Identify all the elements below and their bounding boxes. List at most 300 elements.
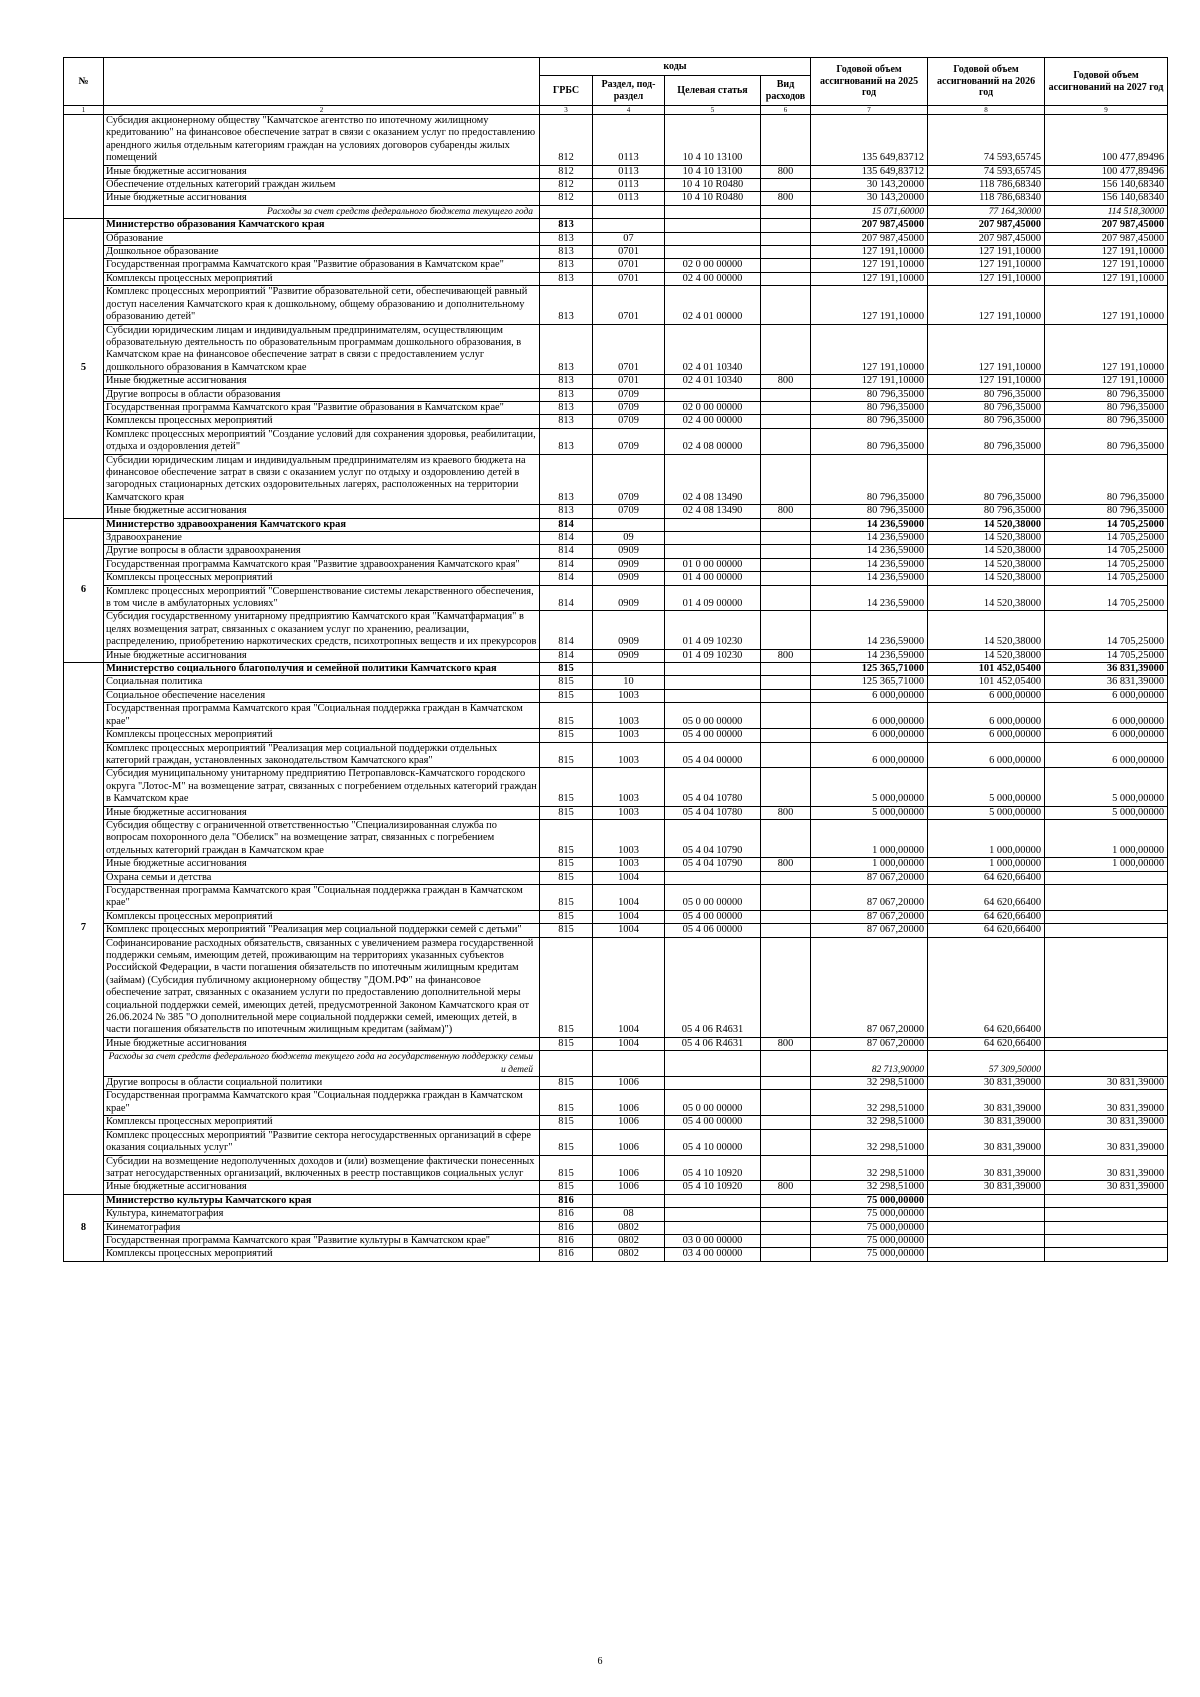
row-description: Государственная программа Камчатского края "Развитие образования в Камчатском крае" — [104, 259, 540, 272]
amount-2026-cell: 80 796,35000 — [928, 428, 1045, 454]
amount-2027-cell — [1045, 1194, 1168, 1207]
amount-2025-cell: 14 236,59000 — [811, 558, 928, 571]
expense-type-cell: 800 — [761, 375, 811, 388]
grbs-cell: 813 — [540, 286, 593, 324]
ministry-row — [64, 518, 1168, 531]
amount-2026-cell: 80 796,35000 — [928, 415, 1045, 428]
target-article-cell: 05 4 06 R4631 — [665, 937, 761, 1037]
amount-2026-cell: 14 520,38000 — [928, 545, 1045, 558]
table-row — [64, 585, 1168, 611]
target-article-cell: 05 4 04 10790 — [665, 858, 761, 871]
amount-2027-cell: 6 000,00000 — [1045, 729, 1168, 742]
expense-type-cell — [761, 205, 811, 218]
ministry-row — [64, 1194, 1168, 1207]
amount-2027-cell: 127 191,10000 — [1045, 246, 1168, 259]
target-article-cell: 05 0 00 00000 — [665, 703, 761, 729]
amount-2025-cell: 6 000,00000 — [811, 729, 928, 742]
section-cell — [593, 663, 665, 676]
target-article-cell: 02 4 00 00000 — [665, 272, 761, 285]
expense-type-cell — [761, 884, 811, 910]
amount-2027-cell: 30 831,39000 — [1045, 1116, 1168, 1129]
expense-type-cell — [761, 1248, 811, 1261]
amount-2026-cell — [928, 1208, 1045, 1221]
amount-2026-cell: 6 000,00000 — [928, 689, 1045, 702]
grbs-cell: 814 — [540, 532, 593, 545]
amount-2026-cell: 30 831,39000 — [928, 1116, 1045, 1129]
column-number-row — [64, 106, 1168, 115]
section-cell: 0701 — [593, 286, 665, 324]
amount-2025-cell: 80 796,35000 — [811, 505, 928, 518]
amount-2026-cell: 1 000,00000 — [928, 858, 1045, 871]
table-row — [64, 819, 1168, 857]
target-article-cell: 02 0 00 00000 — [665, 259, 761, 272]
target-article-cell: 01 4 00 00000 — [665, 572, 761, 585]
col-exp-type-header: Вид расходов — [761, 76, 811, 106]
amount-2026-cell: 207 987,45000 — [928, 219, 1045, 232]
section-cell — [593, 1194, 665, 1207]
amount-2025-cell: 6 000,00000 — [811, 703, 928, 729]
table-row — [64, 558, 1168, 571]
table-row — [64, 246, 1168, 259]
section-cell: 0909 — [593, 611, 665, 649]
table-row — [64, 689, 1168, 702]
amount-2027-cell: 100 477,89496 — [1045, 115, 1168, 166]
amount-2025-cell: 127 191,10000 — [811, 272, 928, 285]
row-number — [64, 115, 104, 219]
section-cell: 0709 — [593, 388, 665, 401]
col-number: 5 — [665, 106, 761, 115]
grbs-cell: 814 — [540, 518, 593, 531]
federal-funds-row — [64, 205, 1168, 218]
table-row — [64, 505, 1168, 518]
expense-type-cell — [761, 1116, 811, 1129]
amount-2026-cell: 118 786,68340 — [928, 192, 1045, 205]
amount-2025-cell: 80 796,35000 — [811, 454, 928, 505]
target-article-cell: 10 4 10 13100 — [665, 115, 761, 166]
row-description: Государственная программа Камчатского края "Социальная поддержка граждан в Камчатском крае" — [104, 703, 540, 729]
grbs-cell: 815 — [540, 689, 593, 702]
amount-2027-cell: 30 831,39000 — [1045, 1077, 1168, 1090]
amount-2025-cell: 127 191,10000 — [811, 246, 928, 259]
section-cell: 1004 — [593, 1037, 665, 1050]
amount-2027-cell — [1045, 884, 1168, 910]
amount-2025-cell: 87 067,20000 — [811, 924, 928, 937]
grbs-cell: 815 — [540, 703, 593, 729]
section-cell — [593, 1051, 665, 1077]
amount-2027-cell — [1045, 1234, 1168, 1247]
section-cell: 1003 — [593, 703, 665, 729]
amount-2026-cell: 64 620,66400 — [928, 871, 1045, 884]
table-row — [64, 415, 1168, 428]
amount-2026-cell: 64 620,66400 — [928, 884, 1045, 910]
section-cell: 0802 — [593, 1234, 665, 1247]
table-row — [64, 1037, 1168, 1050]
amount-2025-cell: 125 365,71000 — [811, 676, 928, 689]
amount-2027-cell: 30 831,39000 — [1045, 1129, 1168, 1155]
grbs-cell: 813 — [540, 454, 593, 505]
amount-2026-cell: 127 191,10000 — [928, 375, 1045, 388]
section-cell: 0909 — [593, 649, 665, 662]
section-cell: 0701 — [593, 246, 665, 259]
section-cell: 0709 — [593, 401, 665, 414]
section-cell: 0802 — [593, 1221, 665, 1234]
table-row — [64, 703, 1168, 729]
row-description: Культура, кинематография — [104, 1208, 540, 1221]
amount-2025-cell: 87 067,20000 — [811, 910, 928, 923]
expense-type-cell: 800 — [761, 505, 811, 518]
amount-2026-cell: 14 520,38000 — [928, 572, 1045, 585]
target-article-cell: 01 4 09 10230 — [665, 611, 761, 649]
row-description: Иные бюджетные ассигнования — [104, 505, 540, 518]
row-description: Комплекс процессных мероприятий "Создание условий для сохранения здоровья, реабилитации, отдыха и оздоровления детей" — [104, 428, 540, 454]
amount-2026-cell: 74 593,65745 — [928, 165, 1045, 178]
amount-2026-cell: 80 796,35000 — [928, 388, 1045, 401]
amount-2025-cell: 14 236,59000 — [811, 532, 928, 545]
amount-2025-cell: 6 000,00000 — [811, 689, 928, 702]
table-row — [64, 1221, 1168, 1234]
table-row — [64, 1234, 1168, 1247]
row-description: Комплекс процессных мероприятий "Совершенствование системы лекарственного обеспечения, в том числе в амбулаторных условиях" — [104, 585, 540, 611]
row-description: Комплексы процессных мероприятий — [104, 1248, 540, 1261]
amount-2025-cell: 207 987,45000 — [811, 232, 928, 245]
target-article-cell: 10 4 10 R0480 — [665, 179, 761, 192]
grbs-cell: 815 — [540, 1077, 593, 1090]
expense-type-cell: 800 — [761, 165, 811, 178]
section-cell — [593, 219, 665, 232]
expense-type-cell — [761, 1221, 811, 1234]
row-description: Субсидии на возмещение недополученных доходов и (или) возмещение фактически понесенных затрат негосударственных организаций, включенных в реестр поставщиков социальных услуг — [104, 1155, 540, 1181]
grbs-cell: 815 — [540, 1090, 593, 1116]
grbs-cell — [540, 205, 593, 218]
col-number: 9 — [1045, 106, 1168, 115]
row-description: Государственная программа Камчатского края "Социальная поддержка граждан в Камчатском крае" — [104, 884, 540, 910]
target-article-cell — [665, 1077, 761, 1090]
amount-2027-cell — [1045, 1248, 1168, 1261]
expense-type-cell — [761, 259, 811, 272]
amount-2027-cell: 156 140,68340 — [1045, 179, 1168, 192]
grbs-cell: 815 — [540, 910, 593, 923]
ministry-row — [64, 663, 1168, 676]
amount-2025-cell: 207 987,45000 — [811, 219, 928, 232]
target-article-cell — [665, 663, 761, 676]
budget-sheet — [63, 57, 1167, 1262]
expense-type-cell: 800 — [761, 858, 811, 871]
section-cell: 10 — [593, 676, 665, 689]
amount-2025-cell: 32 298,51000 — [811, 1155, 928, 1181]
row-description: Комплексы процессных мероприятий — [104, 729, 540, 742]
target-article-cell — [665, 219, 761, 232]
grbs-cell: 815 — [540, 729, 593, 742]
row-description: Образование — [104, 232, 540, 245]
amount-2027-cell: 127 191,10000 — [1045, 259, 1168, 272]
grbs-cell: 815 — [540, 806, 593, 819]
table-row — [64, 1090, 1168, 1116]
table-row — [64, 871, 1168, 884]
expense-type-cell — [761, 518, 811, 531]
amount-2027-cell: 156 140,68340 — [1045, 192, 1168, 205]
amount-2025-cell: 14 236,59000 — [811, 611, 928, 649]
row-number: 5 — [64, 219, 104, 518]
section-cell: 0113 — [593, 179, 665, 192]
section-cell: 0909 — [593, 558, 665, 571]
grbs-cell: 816 — [540, 1208, 593, 1221]
table-row — [64, 1077, 1168, 1090]
amount-2025-cell: 75 000,00000 — [811, 1221, 928, 1234]
amount-2026-cell: 77 164,30000 — [928, 205, 1045, 218]
section-cell: 0709 — [593, 428, 665, 454]
grbs-cell: 813 — [540, 505, 593, 518]
expense-type-cell: 800 — [761, 649, 811, 662]
table-row — [64, 454, 1168, 505]
amount-2025-cell: 5 000,00000 — [811, 806, 928, 819]
expense-type-cell — [761, 1090, 811, 1116]
target-article-cell: 02 4 01 10340 — [665, 324, 761, 375]
row-number: 6 — [64, 518, 104, 662]
section-cell: 0909 — [593, 572, 665, 585]
amount-2026-cell: 127 191,10000 — [928, 246, 1045, 259]
amount-2025-cell: 87 067,20000 — [811, 884, 928, 910]
amount-2026-cell: 101 452,05400 — [928, 663, 1045, 676]
target-article-cell: 02 4 01 10340 — [665, 375, 761, 388]
amount-2026-cell: 64 620,66400 — [928, 1037, 1045, 1050]
row-description: Софинансирование расходных обязательств, связанных с увеличением размера государственной поддержки семьям, имеющим детей, проживающим на территориях указанных субъектов Российской Федерации, в части погашения обязательств по ипотечным жилищным кредитам (займам) (Субсидия публичному акционерному обществу "ДОМ.РФ" на финансовое обеспечение затрат, связанных с оказанием услуги по предоставлению дополнительной меры социальной поддержки семей, имеющих детей, предусмотренной Законом Камчатского края от 26.06.2024 № 385 "О дополнительной мере социальной поддержки семей, имеющих детей, в части погашения обязательств по ипотечным жилищным кредитам (займам)") — [104, 937, 540, 1037]
expense-type-cell — [761, 286, 811, 324]
grbs-cell: 812 — [540, 115, 593, 166]
grbs-cell: 812 — [540, 179, 593, 192]
target-article-cell: 05 4 04 00000 — [665, 742, 761, 768]
amount-2027-cell: 14 705,25000 — [1045, 518, 1168, 531]
table-row — [64, 532, 1168, 545]
amount-2025-cell: 125 365,71000 — [811, 663, 928, 676]
target-article-cell — [665, 1051, 761, 1077]
grbs-cell: 816 — [540, 1194, 593, 1207]
target-article-cell: 05 0 00 00000 — [665, 884, 761, 910]
expense-type-cell: 800 — [761, 1181, 811, 1194]
amount-2025-cell: 1 000,00000 — [811, 819, 928, 857]
amount-2026-cell: 118 786,68340 — [928, 179, 1045, 192]
section-cell: 1006 — [593, 1077, 665, 1090]
expense-type-cell — [761, 415, 811, 428]
target-article-cell: 02 4 08 13490 — [665, 505, 761, 518]
target-article-cell: 05 4 04 10790 — [665, 819, 761, 857]
section-cell: 1006 — [593, 1116, 665, 1129]
row-description: Комплексы процессных мероприятий — [104, 572, 540, 585]
section-cell: 0709 — [593, 505, 665, 518]
grbs-cell: 815 — [540, 676, 593, 689]
row-description: Субсидия акционерному обществу "Камчатское агентство по ипотечному жилищному кредитованию" на финансовое обеспечение затрат в связи с оказанием услуг по предоставлению арендного жилья отдельным категориям граждан на условиях договоров субаренды жилых помещений — [104, 115, 540, 166]
amount-2026-cell: 5 000,00000 — [928, 806, 1045, 819]
table-row — [64, 884, 1168, 910]
section-cell: 0113 — [593, 115, 665, 166]
target-article-cell: 02 0 00 00000 — [665, 401, 761, 414]
row-description: Иные бюджетные ассигнования — [104, 1181, 540, 1194]
row-number: 8 — [64, 1194, 104, 1261]
amount-2027-cell: 80 796,35000 — [1045, 415, 1168, 428]
amount-2026-cell: 6 000,00000 — [928, 703, 1045, 729]
amount-2025-cell: 30 143,20000 — [811, 179, 928, 192]
section-cell: 0113 — [593, 165, 665, 178]
expense-type-cell — [761, 611, 811, 649]
table-row — [64, 1155, 1168, 1181]
budget-table — [63, 57, 1168, 1262]
expense-type-cell: 800 — [761, 1037, 811, 1050]
row-description: Охрана семьи и детства — [104, 871, 540, 884]
grbs-cell: 815 — [540, 768, 593, 806]
amount-2025-cell: 75 000,00000 — [811, 1234, 928, 1247]
table-row — [64, 428, 1168, 454]
amount-2026-cell: 80 796,35000 — [928, 505, 1045, 518]
amount-2027-cell: 5 000,00000 — [1045, 806, 1168, 819]
amount-2027-cell: 14 705,25000 — [1045, 572, 1168, 585]
expense-type-cell — [761, 324, 811, 375]
amount-2026-cell: 74 593,65745 — [928, 115, 1045, 166]
table-row — [64, 858, 1168, 871]
row-description: Субсидия обществу с ограниченной ответственностью "Специализированная служба по вопросам похоронного дела "Обелиск" на возмещение затрат, связанных с погребением отдельных категорий граждан в Камчатском крае — [104, 819, 540, 857]
amount-2025-cell: 14 236,59000 — [811, 572, 928, 585]
expense-type-cell — [761, 1208, 811, 1221]
row-description: Министерство образования Камчатского края — [104, 219, 540, 232]
row-description: Комплекс процессных мероприятий "Развитие образовательной сети, обеспечивающей равный доступ населения Камчатского края к дошкольному, общему образованию и дополнительному образованию детей" — [104, 286, 540, 324]
amount-2027-cell: 6 000,00000 — [1045, 742, 1168, 768]
amount-2027-cell: 127 191,10000 — [1045, 272, 1168, 285]
amount-2026-cell — [928, 1221, 1045, 1234]
row-description: Комплекс процессных мероприятий "Реализация мер социальной поддержки отдельных категорий граждан, установленных законодательством Камчатского края" — [104, 742, 540, 768]
expense-type-cell — [761, 428, 811, 454]
amount-2027-cell: 36 831,39000 — [1045, 676, 1168, 689]
row-description: Другие вопросы в области социальной политики — [104, 1077, 540, 1090]
grbs-cell: 813 — [540, 324, 593, 375]
amount-2026-cell: 127 191,10000 — [928, 286, 1045, 324]
section-cell: 0701 — [593, 272, 665, 285]
grbs-cell: 815 — [540, 1181, 593, 1194]
expense-type-cell — [761, 924, 811, 937]
grbs-cell: 813 — [540, 259, 593, 272]
amount-2026-cell: 30 831,39000 — [928, 1155, 1045, 1181]
target-article-cell — [665, 1221, 761, 1234]
grbs-cell: 814 — [540, 585, 593, 611]
amount-2026-cell: 5 000,00000 — [928, 768, 1045, 806]
amount-2025-cell: 87 067,20000 — [811, 937, 928, 1037]
col-2027-header: Годовой объем ассигнований на 2027 год — [1045, 58, 1168, 106]
col-number: 2 — [104, 106, 540, 115]
amount-2026-cell: 64 620,66400 — [928, 937, 1045, 1037]
amount-2025-cell: 75 000,00000 — [811, 1248, 928, 1261]
expense-type-cell — [761, 585, 811, 611]
target-article-cell: 03 0 00 00000 — [665, 1234, 761, 1247]
grbs-cell: 813 — [540, 388, 593, 401]
grbs-cell: 813 — [540, 415, 593, 428]
table-row — [64, 545, 1168, 558]
grbs-cell: 816 — [540, 1221, 593, 1234]
section-cell: 1004 — [593, 910, 665, 923]
row-description: Дошкольное образование — [104, 246, 540, 259]
row-description: Министерство здравоохранения Камчатского края — [104, 518, 540, 531]
row-description: Министерство социального благополучия и семейной политики Камчатского края — [104, 663, 540, 676]
amount-2027-cell: 6 000,00000 — [1045, 703, 1168, 729]
col-number: 1 — [64, 106, 104, 115]
table-row — [64, 742, 1168, 768]
grbs-cell: 814 — [540, 545, 593, 558]
target-article-cell: 05 4 10 00000 — [665, 1129, 761, 1155]
expense-type-cell — [761, 545, 811, 558]
expense-type-cell — [761, 232, 811, 245]
section-cell: 1006 — [593, 1181, 665, 1194]
amount-2026-cell: 101 452,05400 — [928, 676, 1045, 689]
row-description: Субсидии юридическим лицам и индивидуальным предпринимателям из краевого бюджета на финансовое обеспечение затрат в связи с оказанием услуг по отдыху и оздоровлению детей в загородных стационарных детских оздоровительных лагерях, расположенных на территории Камчатского края — [104, 454, 540, 505]
amount-2025-cell: 5 000,00000 — [811, 768, 928, 806]
table-row — [64, 806, 1168, 819]
grbs-cell: 813 — [540, 272, 593, 285]
target-article-cell: 05 4 00 00000 — [665, 1116, 761, 1129]
amount-2025-cell: 75 000,00000 — [811, 1208, 928, 1221]
expense-type-cell — [761, 729, 811, 742]
section-cell: 1004 — [593, 924, 665, 937]
table-row — [64, 768, 1168, 806]
amount-2025-cell: 32 298,51000 — [811, 1090, 928, 1116]
target-article-cell: 05 4 04 10780 — [665, 768, 761, 806]
table-body — [64, 115, 1168, 1262]
expense-type-cell — [761, 1051, 811, 1077]
expense-type-cell — [761, 1155, 811, 1181]
target-article-cell: 01 0 00 00000 — [665, 558, 761, 571]
row-description: Иные бюджетные ассигнования — [104, 806, 540, 819]
expense-type-cell — [761, 246, 811, 259]
amount-2026-cell: 57 309,50000 — [928, 1051, 1045, 1077]
row-description: Иные бюджетные ассигнования — [104, 192, 540, 205]
row-description: Субсидия муниципальному унитарному предприятию Петропавловск-Камчатского городского округа "Лотос-М" на возмещение затрат, связанных с погребением отдельных категорий граждан в Камчатском крае — [104, 768, 540, 806]
grbs-cell: 813 — [540, 232, 593, 245]
table-row — [64, 611, 1168, 649]
target-article-cell: 10 4 10 R0480 — [665, 192, 761, 205]
grbs-cell: 815 — [540, 742, 593, 768]
section-cell: 1004 — [593, 871, 665, 884]
amount-2025-cell: 75 000,00000 — [811, 1194, 928, 1207]
amount-2026-cell: 1 000,00000 — [928, 819, 1045, 857]
section-cell: 1004 — [593, 884, 665, 910]
grbs-cell: 813 — [540, 219, 593, 232]
row-description: Другие вопросы в области образования — [104, 388, 540, 401]
amount-2027-cell: 80 796,35000 — [1045, 428, 1168, 454]
amount-2027-cell: 207 987,45000 — [1045, 219, 1168, 232]
target-article-cell: 05 4 06 R4631 — [665, 1037, 761, 1050]
target-article-cell — [665, 1194, 761, 1207]
expense-type-cell — [761, 676, 811, 689]
table-row — [64, 375, 1168, 388]
expense-type-cell — [761, 388, 811, 401]
col-number: 4 — [593, 106, 665, 115]
table-row — [64, 388, 1168, 401]
table-row — [64, 286, 1168, 324]
amount-2025-cell: 6 000,00000 — [811, 742, 928, 768]
amount-2026-cell — [928, 1194, 1045, 1207]
section-cell: 08 — [593, 1208, 665, 1221]
target-article-cell: 05 0 00 00000 — [665, 1090, 761, 1116]
grbs-cell: 815 — [540, 1129, 593, 1155]
row-description: Расходы за счет средств федерального бюджета текущего года на государственную поддержку семьи и детей — [104, 1051, 540, 1077]
amount-2025-cell: 1 000,00000 — [811, 858, 928, 871]
amount-2027-cell — [1045, 1208, 1168, 1221]
amount-2026-cell — [928, 1234, 1045, 1247]
target-article-cell: 05 4 00 00000 — [665, 910, 761, 923]
table-row — [64, 192, 1168, 205]
federal-funds-row — [64, 1051, 1168, 1077]
grbs-cell: 815 — [540, 1116, 593, 1129]
amount-2025-cell: 87 067,20000 — [811, 1037, 928, 1050]
target-article-cell — [665, 518, 761, 531]
amount-2027-cell: 100 477,89496 — [1045, 165, 1168, 178]
grbs-cell: 812 — [540, 165, 593, 178]
table-row — [64, 1208, 1168, 1221]
